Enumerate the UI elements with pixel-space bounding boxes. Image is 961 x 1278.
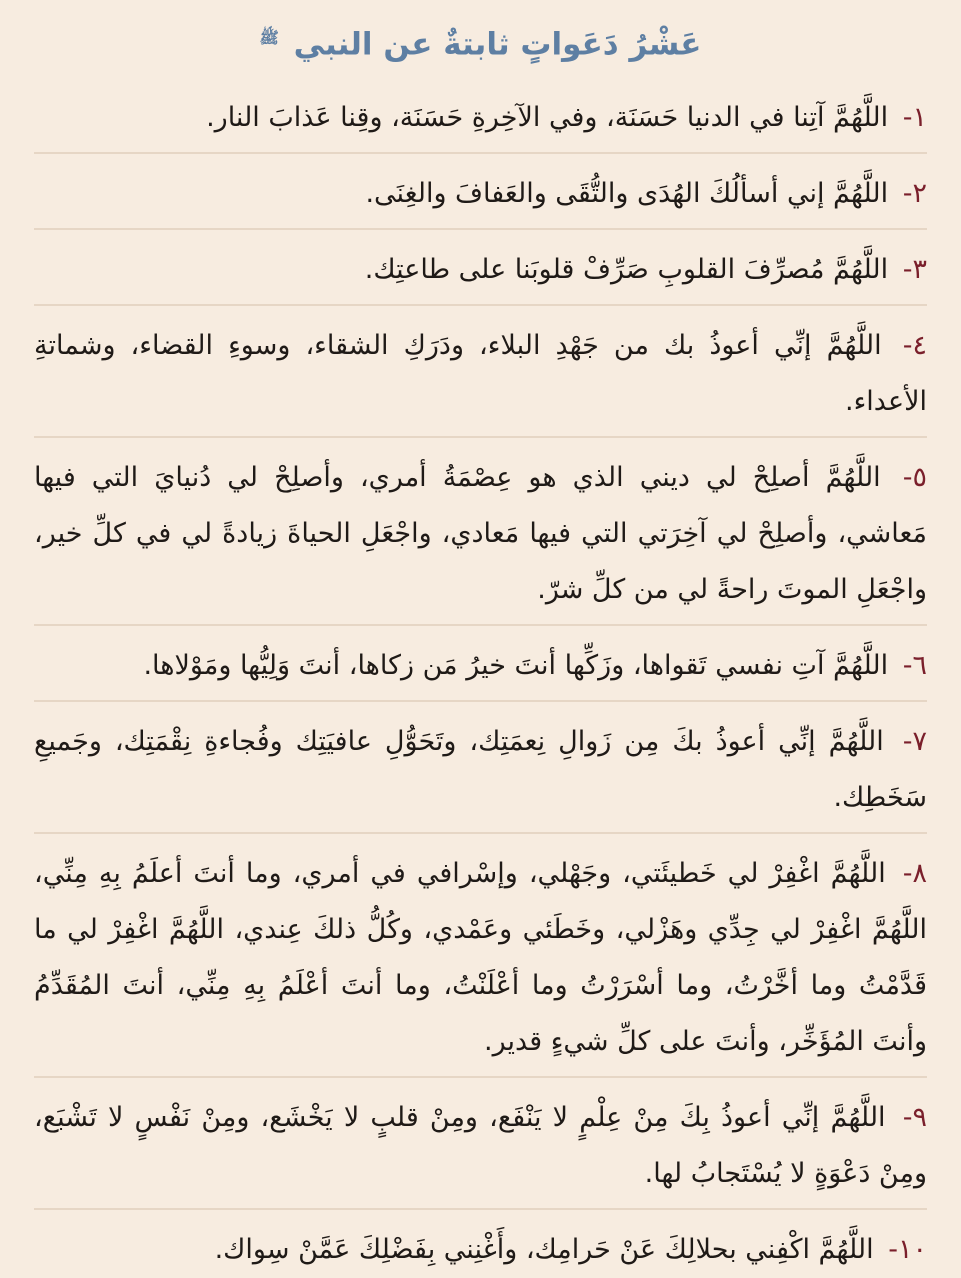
- dua-text: اللَّهُمَّ اكْفِني بحلالِكَ عَنْ حَرامِك، وأَغْنِني بِفَضْلِكَ عَمَّنْ سِواك.: [214, 1234, 874, 1265]
- dua-text: اللَّهُمَّ إنِّي أعوذُ بكَ مِن زَوالِ نِعمَتِك، وتَحَوُّلِ عافيَتِك وفُجاءةِ نِقْمَتِك، وجَميعِ سَخَطِك.: [34, 726, 927, 813]
- dua-text: اللَّهُمَّ اغْفِرْ لي خَطيئَتي، وجَهْلي، وإسْرافي في أمري، وما أنتَ أعلَمُ بِهِ مِنِّي، اللَّهُمَّ اغْفِرْ لي جِدِّي وهَزْلي، وخَطَئي وعَمْدي، وكُلُّ ذلكَ عِندي، اللَّهُمَّ اغْفِرْ لي ما قَدَّمْتُ وما أخَّرْتُ، وما أسْرَرْتُ وما أعْلَنْتُ، وما أنتَ أعْلَمُ بِهِ مِنِّي، أنتَ المُقَدِّمُ وأنتَ المُؤَخِّر، وأنتَ على كلِّ شيءٍ قدير.: [34, 858, 927, 1057]
- dua-item: [34, 1222, 927, 1278]
- dua-text: اللَّهُمَّ إنِّي أعوذُ بِكَ مِنْ عِلْمٍ لا يَنْفَع، ومِنْ قلبٍ لا يَخْشَع، ومِنْ نَفْسٍ لا تَشْبَع، ومِنْ دَعْوَةٍ لا يُسْتَجابُ لها.: [34, 1102, 927, 1189]
- page-title: [34, 12, 927, 64]
- divider: [34, 832, 927, 834]
- dua-number: ١-: [902, 102, 927, 133]
- title-text: عَشْرُ دَعَواتٍ ثابتةٌ عن النبي: [293, 26, 702, 63]
- dua-item: [34, 90, 927, 146]
- divider: [34, 436, 927, 438]
- dua-number: ٤-: [902, 330, 927, 361]
- dua-text: اللَّهُمَّ آتِ نفسي تَقواها، وزَكِّها أنتَ خيرُ مَن زكاها، أنتَ وَلِيُّها ومَوْلاها.: [143, 650, 889, 681]
- dua-item: [34, 242, 927, 298]
- dua-number: ٣-: [902, 254, 927, 285]
- dua-item: [34, 318, 927, 430]
- dua-item: [34, 166, 927, 222]
- dua-number: ١٠-: [888, 1234, 927, 1265]
- dua-number: ٧-: [902, 726, 927, 757]
- dua-number: ٦-: [902, 650, 927, 681]
- honorific-glyph: ﷺ: [259, 28, 279, 47]
- dua-text: اللَّهُمَّ أصلِحْ لي ديني الذي هو عِصْمَةُ أمري، وأصلِحْ لي دُنيايَ التي فيها مَعاشي، وأصلِحْ لي آخِرَتي التي فيها مَعادي، واجْعَلِ الحياةَ زيادةً لي في كلِّ خير، واجْعَلِ الموتَ راحةً لي من كلِّ شرّ.: [34, 462, 927, 605]
- dua-text: اللَّهُمَّ إنِّي أعوذُ بك من جَهْدِ البلاء، ودَرَكِ الشقاء، وسوءِ القضاء، وشماتةِ الأعداء.: [34, 330, 927, 417]
- dua-number: ٥-: [902, 462, 927, 493]
- dua-text: اللَّهُمَّ آتِنا في الدنيا حَسَنَة، وفي الآخِرةِ حَسَنَة، وقِنا عَذابَ النار.: [206, 102, 889, 133]
- divider: [34, 304, 927, 306]
- dua-list: [34, 90, 927, 1278]
- dua-item: [34, 638, 927, 694]
- divider: [34, 700, 927, 702]
- dua-number: ٨-: [902, 858, 928, 889]
- divider: [34, 1076, 927, 1078]
- divider: [34, 624, 927, 626]
- dua-item: [34, 846, 927, 1070]
- divider: [34, 152, 927, 154]
- divider: [34, 1208, 927, 1210]
- dua-item: [34, 714, 927, 826]
- dua-item: [34, 1090, 927, 1202]
- divider: [34, 228, 927, 230]
- dua-number: ٩-: [902, 1102, 927, 1133]
- dua-item: [34, 450, 927, 618]
- dua-text: اللَّهُمَّ مُصرِّفَ القلوبِ صَرِّفْ قلوبَنا على طاعتِك.: [364, 254, 889, 285]
- dua-text: اللَّهُمَّ إني أسألُكَ الهُدَى والتُّقَى والعَفافَ والغِنَى.: [365, 178, 889, 209]
- dua-number: ٢-: [902, 178, 927, 209]
